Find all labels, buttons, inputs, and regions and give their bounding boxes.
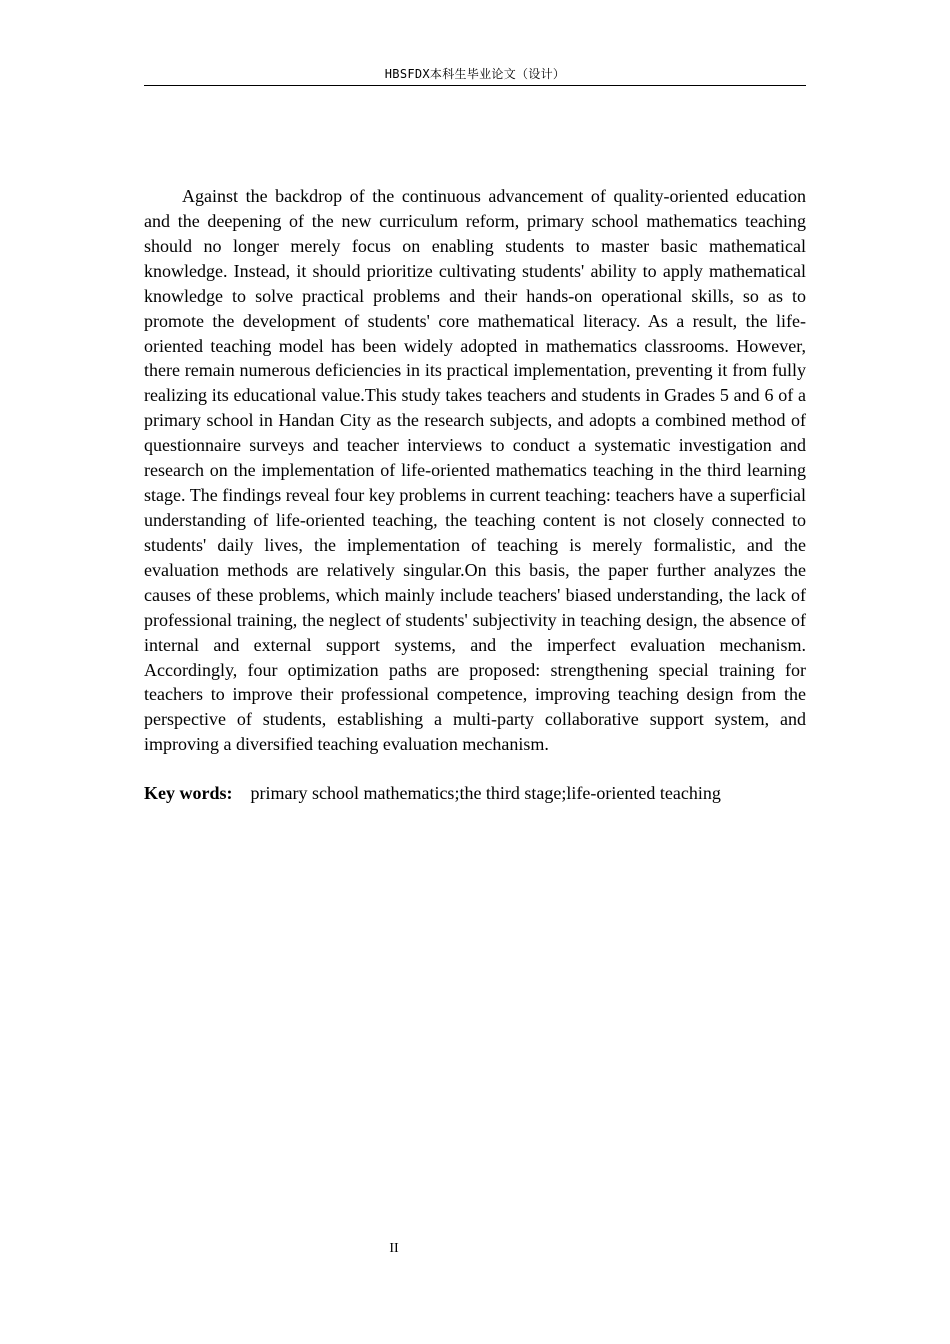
abstract-body: Against the backdrop of the continuous advancement of quality-oriented education and the deepening of the new curriculum reform, primary school mathematics teaching should no longer merely focus on enabling students to master basic mathematical knowledge. Instead, it should prioritize cultivating students' ability to apply mathematical knowledge to solve practical problems and their hands-on operational skills, so as to promote the development of students' core mathematical literacy. As a result, the life-oriented teaching model has been widely adopted in mathematics classrooms. However, there remain numerous deficiencies in its practical implementation, preventing it from fully realizing its educational value.This study takes teachers and students in Grades 5 and 6 of a primary school in Handan City as the research subjects, and adopts a combined method of questionnaire surveys and teacher interviews to conduct a systematic investigation and research on the implementation of life-oriented mathematics teaching in the third learning stage. The findings reveal four key problems in current teaching: teachers have a superficial understanding of life-oriented teaching, the teaching content is not closely connected to students' daily lives, the implementation of teaching is merely formalistic, and the evaluation methods are relatively singular.On this basis, the paper further analyzes the causes of these problems, which mainly include teachers' biased understanding, the lack of professional training, the neglect of students' subjectivity in teaching design, the absence of internal and external support systems, and the imperfect evaluation mechanism. Accordingly, four optimization paths are proposed: strengthening special training for teachers to improve their professional competence, improving teaching design from the perspective of students, establishing a multi-party collaborative support system, and improving a diversified teaching evaluation mechanism.: [144, 186, 806, 755]
page-header: HBSFDX本科生毕业论文（设计）: [384, 67, 566, 81]
header-rule: [144, 85, 806, 86]
keywords-value: primary school mathematics;the third stage;life-oriented teaching: [250, 783, 721, 803]
page-number: II: [389, 1241, 399, 1256]
keywords-line: [144, 781, 806, 806]
keywords-label: Key words:: [144, 783, 233, 803]
